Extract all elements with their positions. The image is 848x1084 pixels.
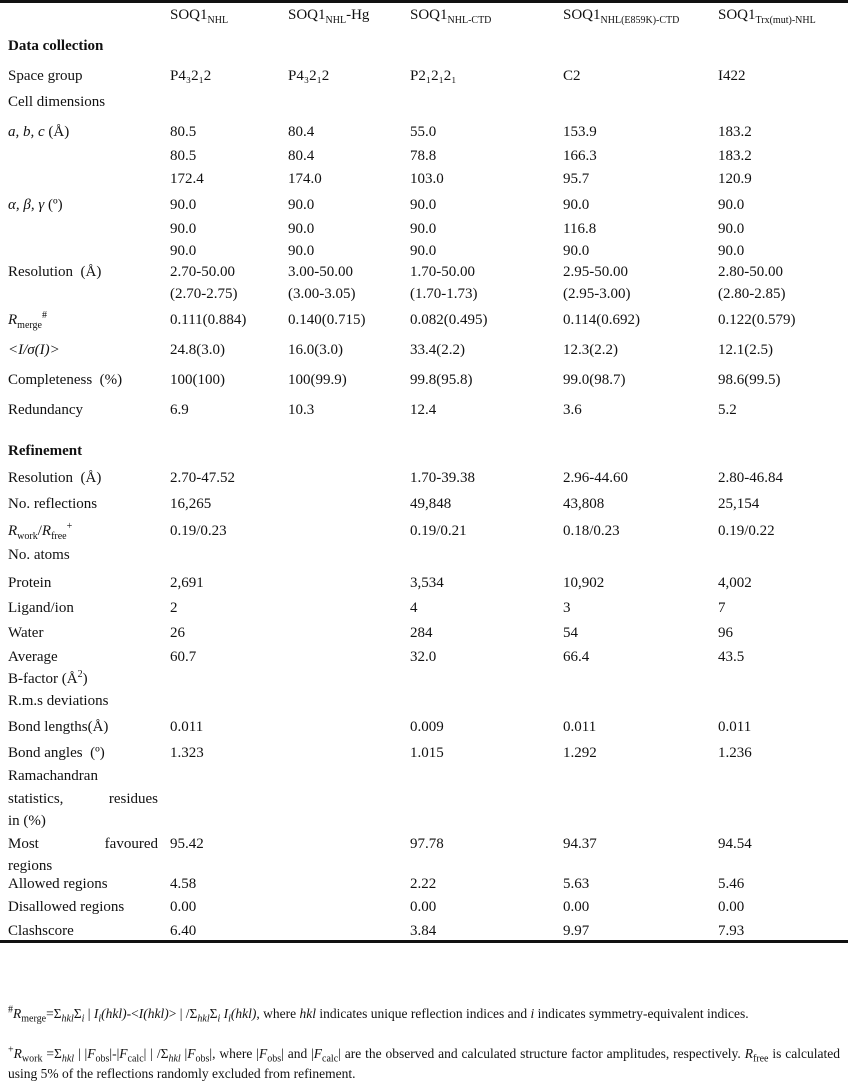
table-cell: 25,154 [718, 496, 760, 512]
table-cell: 0.19/0.21 [410, 523, 467, 539]
table-cell: 24.8(3.0) [170, 342, 225, 358]
table-row [0, 647, 848, 667]
table-row [0, 811, 848, 831]
table-row [0, 122, 848, 142]
column-header [718, 5, 816, 25]
text-run: | | [74, 1046, 88, 1061]
table-cell: 0.00 [410, 899, 437, 915]
row-label [8, 669, 158, 689]
table-cell: 0.011 [563, 719, 597, 735]
row-label [8, 789, 158, 809]
text-run: , where [256, 1006, 300, 1021]
section-heading-row [0, 441, 848, 461]
table-cell: 54 [563, 625, 578, 641]
column-header [563, 5, 679, 25]
table-cell: 12.4 [410, 402, 437, 418]
section-heading [8, 36, 158, 56]
table-cell: 94.54 [718, 836, 752, 852]
table-cell: 90.0 [288, 221, 315, 237]
row-label [8, 811, 158, 831]
table-cell: 0.00 [170, 899, 197, 915]
table-cell: 2.70-50.00 [170, 264, 235, 280]
text-run: |, where | [209, 1046, 259, 1061]
text-run: calc [322, 1053, 339, 1065]
table-cell: (2.70-2.75) [170, 286, 238, 302]
table-cell: 0.122(0.579) [718, 312, 796, 328]
table-cell: 94.37 [563, 836, 597, 852]
table-row [0, 717, 848, 737]
table-cell: 172.4 [170, 171, 204, 187]
row-label [8, 647, 158, 667]
text-run: obs [95, 1053, 110, 1065]
table-cell: 90.0 [410, 221, 437, 237]
text-run: hkl [299, 1006, 317, 1021]
text-run: Protein [8, 575, 52, 591]
table-cell: 6.40 [170, 923, 197, 939]
text-run: SOQ1 [288, 7, 326, 23]
row-label [8, 195, 158, 215]
table-cell: 0.19/0.22 [718, 523, 775, 539]
text-run: hkl [61, 1053, 75, 1065]
table-cell: 2.80-46.84 [718, 470, 783, 486]
row-label [8, 545, 158, 565]
text-run: in (%) [8, 813, 46, 829]
text-run: NHL [325, 15, 347, 26]
table-cell: 0.009 [410, 719, 444, 735]
text-run: R.m.s deviations [8, 693, 109, 709]
text-run: + [66, 521, 73, 532]
row-label [8, 834, 158, 854]
table-cell: 90.0 [410, 243, 437, 259]
table-cell: P4₃2₁2 [288, 68, 330, 84]
text-run: | | /Σ [143, 1046, 169, 1061]
table-cell: 0.011 [718, 719, 752, 735]
text-run: i [217, 1013, 221, 1025]
text-run: is calculated using 5% of the reflections randomly excluded from refinement. [8, 1046, 840, 1081]
table-cell: 2,691 [170, 575, 204, 591]
text-run: regions [8, 858, 53, 874]
text-run: -< [126, 1006, 139, 1021]
text-run: | [180, 1046, 188, 1061]
table-cell: 2.22 [410, 876, 437, 892]
table-cell: 0.011 [170, 719, 204, 735]
table-cell: 0.082(0.495) [410, 312, 488, 328]
table-cell: 0.00 [563, 899, 590, 915]
table-row [0, 623, 848, 643]
text-run: Bond lengths(Å) [8, 719, 109, 735]
text-run: obs [195, 1053, 210, 1065]
table-cell: 7.93 [718, 923, 745, 939]
table-cell: 32.0 [410, 649, 437, 665]
table-bottom-rule [0, 940, 848, 943]
table-row [0, 494, 848, 514]
text-run: Completeness (%) [8, 372, 123, 388]
table-cell: 60.7 [170, 649, 197, 665]
text-run: No. reflections [8, 496, 98, 512]
table-cell: (2.80-2.85) [718, 286, 786, 302]
table-cell: 96 [718, 625, 733, 641]
table-cell: 1.70-50.00 [410, 264, 475, 280]
text-run: 2 [77, 669, 83, 680]
text-run: / [37, 523, 42, 539]
text-run: | are the observed and calculated structure factor amplitudes, respectively. [338, 1046, 745, 1061]
table-row [0, 856, 848, 876]
table-cell: 90.0 [288, 197, 315, 213]
table-cell: 0.111(0.884) [170, 312, 247, 328]
table-cell: I422 [718, 68, 746, 84]
row-label [8, 262, 158, 282]
row-label [8, 921, 158, 941]
table-cell: 116.8 [563, 221, 597, 237]
text-run: R [8, 523, 18, 539]
table-row [0, 370, 848, 390]
text-run: # [8, 1004, 13, 1016]
text-run: SOQ1 [563, 7, 601, 23]
table-row [0, 834, 848, 854]
header-row [0, 5, 848, 25]
table-row [0, 169, 848, 189]
table-cell: 90.0 [563, 243, 590, 259]
text-run: α, β, γ [8, 197, 45, 213]
table-cell: 16,265 [170, 496, 212, 512]
table-cell: 1.292 [563, 745, 597, 761]
row-label [8, 717, 158, 737]
section-heading-row [0, 36, 848, 56]
text-run: |-| [109, 1046, 120, 1061]
table-top-rule [0, 0, 848, 3]
table-cell: 174.0 [288, 171, 322, 187]
text-run: + [8, 1044, 14, 1056]
text-run: i [228, 1013, 231, 1025]
table-cell: (1.70-1.73) [410, 286, 478, 302]
table-cell: 3.00-50.00 [288, 264, 353, 280]
text-run: hkl [168, 1053, 181, 1065]
text-run: NHL(E859K)-CTD [600, 15, 680, 26]
table-cell: 0.18/0.23 [563, 523, 620, 539]
table-cell: 12.1(2.5) [718, 342, 773, 358]
table-cell: 153.9 [563, 124, 597, 140]
table-cell: 49,848 [410, 496, 452, 512]
text-run: work [17, 531, 38, 542]
text-run: (Å) [44, 124, 70, 140]
row-label [8, 691, 158, 711]
table-cell: 3,534 [410, 575, 444, 591]
text-run: # [41, 310, 47, 321]
table-cell: 26 [170, 625, 185, 641]
table-cell: 2.80-50.00 [718, 264, 783, 280]
table-cell: 10,902 [563, 575, 605, 591]
table-cell: 1.236 [718, 745, 752, 761]
table-cell: 4.58 [170, 876, 197, 892]
text-run: i [530, 1006, 535, 1021]
table-cell: 90.0 [170, 243, 197, 259]
table-cell: 3 [563, 600, 571, 616]
table-cell: 1.323 [170, 745, 204, 761]
text-run: Disallowed regions [8, 899, 125, 915]
column-header [170, 5, 228, 25]
text-run: No. atoms [8, 547, 70, 563]
table-cell: 100(99.9) [288, 372, 347, 388]
text-run: > | /Σ [168, 1006, 198, 1021]
table-row [0, 468, 848, 488]
row-label [8, 874, 158, 894]
text-run: a, b, c [8, 124, 45, 140]
text-run: merge [21, 1013, 47, 1025]
table-cell: 12.3(2.2) [563, 342, 618, 358]
table-cell: 90.0 [170, 197, 197, 213]
text-run: Cell dimensions [8, 94, 106, 110]
table-cell: 16.0(3.0) [288, 342, 343, 358]
table-cell: 90.0 [718, 243, 745, 259]
table-cell: 166.3 [563, 148, 597, 164]
text-run: R [13, 1046, 22, 1061]
text-run: i [81, 1013, 85, 1025]
footnote [8, 1004, 840, 1024]
text-run: B-factor (Å [8, 671, 78, 687]
table-cell: 95.7 [563, 171, 590, 187]
text-run: (hkl) [101, 1006, 127, 1021]
text-run: -Hg [346, 7, 370, 23]
table-cell: 100(100) [170, 372, 225, 388]
table-cell: 2.70-47.52 [170, 470, 235, 486]
table-row [0, 573, 848, 593]
table-row [0, 195, 848, 215]
text-run: I [93, 1006, 99, 1021]
table-cell: 7 [718, 600, 726, 616]
footnote [8, 1044, 840, 1084]
table-row [0, 545, 848, 565]
table-cell: 43,808 [563, 496, 605, 512]
text-run: Ligand/ion [8, 600, 74, 616]
table-cell: 0.19/0.23 [170, 523, 227, 539]
text-run: i [98, 1013, 102, 1025]
table-cell: 80.4 [288, 148, 315, 164]
text-run: Water [8, 625, 44, 641]
column-header [288, 5, 369, 25]
table-cell: 284 [410, 625, 433, 641]
table-row [0, 921, 848, 941]
row-label [8, 766, 158, 786]
text-run: statistics, residues [8, 791, 158, 807]
row-label [8, 370, 158, 390]
row-label [8, 122, 158, 142]
text-run: R [8, 312, 18, 328]
table-row [0, 766, 848, 786]
table-cell: 120.9 [718, 171, 752, 187]
table-cell: 2.96-44.60 [563, 470, 628, 486]
table-row [0, 789, 848, 809]
text-run: Trx(mut)-NHL [755, 15, 816, 26]
table-cell: 78.8 [410, 148, 437, 164]
table-cell: 5.46 [718, 876, 745, 892]
table-cell: 4 [410, 600, 418, 616]
table-cell: 43.5 [718, 649, 745, 665]
text-run: NHL-CTD [447, 15, 492, 26]
table-cell: 80.5 [170, 148, 197, 164]
text-run: merge [17, 320, 42, 331]
table-cell: 103.0 [410, 171, 444, 187]
table-row [0, 691, 848, 711]
column-header [410, 5, 491, 25]
table-cell: 90.0 [563, 197, 590, 213]
table-row [0, 310, 848, 330]
row-label [8, 310, 158, 330]
table-cell: 0.00 [718, 899, 745, 915]
table-row [0, 669, 848, 689]
text-run: free [51, 531, 67, 542]
table-cell: 98.6(99.5) [718, 372, 781, 388]
text-run: =Σ [46, 1006, 62, 1021]
table-row [0, 92, 848, 112]
row-label [8, 340, 158, 360]
text-run: Data collection [8, 38, 104, 54]
text-run: R [744, 1046, 753, 1061]
table-cell: 90.0 [288, 243, 315, 259]
text-run: I(hkl) [138, 1006, 169, 1021]
table-cell: 95.42 [170, 836, 204, 852]
text-run: F [258, 1046, 268, 1061]
table-cell: 90.0 [718, 221, 745, 237]
table-row [0, 897, 848, 917]
table-cell: 90.0 [718, 197, 745, 213]
section-heading [8, 441, 158, 461]
text-run: SOQ1 [170, 7, 208, 23]
text-run: Σ [73, 1006, 82, 1021]
table-row [0, 284, 848, 304]
row-label [8, 598, 158, 618]
table-cell: 2 [170, 600, 178, 616]
text-run: NHL [207, 15, 229, 26]
text-run: Most favoured [8, 836, 158, 852]
row-label [8, 521, 158, 541]
row-label [8, 897, 158, 917]
text-run: hkl [61, 1013, 74, 1025]
table-cell: 4,002 [718, 575, 752, 591]
table-cell: 97.78 [410, 836, 444, 852]
row-label [8, 856, 158, 876]
table-row [0, 521, 848, 541]
table-row [0, 598, 848, 618]
table-cell: (3.00-3.05) [288, 286, 356, 302]
table-row [0, 241, 848, 261]
table-row [0, 340, 848, 360]
text-run: <I/σ(I)> [8, 342, 60, 358]
text-run: Bond angles (º) [8, 745, 105, 761]
text-run: SOQ1 [718, 7, 756, 23]
table-cell: 3.6 [563, 402, 582, 418]
text-run: I [223, 1006, 229, 1021]
table-cell: 1.015 [410, 745, 444, 761]
table-cell: 80.4 [288, 124, 315, 140]
text-run: Resolution (Å) [8, 470, 102, 486]
row-label [8, 400, 158, 420]
text-run: Σ [209, 1006, 218, 1021]
table-row [0, 146, 848, 166]
row-label [8, 573, 158, 593]
table-row [0, 874, 848, 894]
text-run: free [752, 1053, 769, 1065]
table-row [0, 743, 848, 763]
text-run: | [84, 1006, 94, 1021]
text-run: work [21, 1053, 43, 1065]
text-run: Refinement [8, 443, 83, 459]
text-run: obs [267, 1053, 282, 1065]
text-run: Allowed regions [8, 876, 108, 892]
text-run: (º) [44, 197, 63, 213]
table-cell: 5.2 [718, 402, 737, 418]
text-run: =Σ [42, 1046, 62, 1061]
row-label [8, 623, 158, 643]
table-row [0, 219, 848, 239]
text-run: Redundancy [8, 402, 83, 418]
table-row [0, 262, 848, 282]
text-run: F [313, 1046, 323, 1061]
text-run: hkl [197, 1013, 210, 1025]
table-cell: P2₁2₁2₁ [410, 68, 457, 84]
row-label [8, 66, 158, 86]
table-cell: 9.97 [563, 923, 590, 939]
table-cell: 90.0 [410, 197, 437, 213]
text-run: Average [8, 649, 58, 665]
text-run: calc [127, 1053, 144, 1065]
table-cell: 66.4 [563, 649, 590, 665]
table-cell: 5.63 [563, 876, 590, 892]
text-run: Resolution (Å) [8, 264, 102, 280]
text-run: F [187, 1046, 196, 1061]
text-run: indicates unique reflection indices and [316, 1006, 531, 1021]
table-row [0, 400, 848, 420]
text-run: R [13, 1006, 22, 1021]
table-cell: 80.5 [170, 124, 197, 140]
table-cell: 2.95-50.00 [563, 264, 628, 280]
row-label [8, 494, 158, 514]
text-run: Ramachandran [8, 768, 98, 784]
text-run: R [41, 523, 52, 539]
table-cell: 183.2 [718, 124, 752, 140]
table-cell: P4₃2₁2 [170, 68, 212, 84]
table-cell: 3.84 [410, 923, 437, 939]
text-run: indicates symmetry-equivalent indices. [534, 1006, 749, 1021]
row-label [8, 92, 158, 112]
table-cell: 90.0 [170, 221, 197, 237]
text-run: F [119, 1046, 128, 1061]
text-run: Space group [8, 68, 83, 84]
text-run: (hkl) [230, 1006, 257, 1021]
row-label [8, 743, 158, 763]
table-cell: 0.140(0.715) [288, 312, 366, 328]
table-cell: 99.8(95.8) [410, 372, 473, 388]
text-run: Clashscore [8, 923, 74, 939]
table-cell: 1.70-39.38 [410, 470, 475, 486]
table-cell: 99.0(98.7) [563, 372, 626, 388]
table-cell: 0.114(0.692) [563, 312, 640, 328]
row-label [8, 468, 158, 488]
table-cell: (2.95-3.00) [563, 286, 631, 302]
text-run: ) [82, 671, 88, 687]
text-run: | and | [281, 1046, 314, 1061]
table-row [0, 66, 848, 86]
table-cell: C2 [563, 68, 581, 84]
table-cell: 10.3 [288, 402, 315, 418]
text-run: SOQ1 [410, 7, 448, 23]
text-run: F [87, 1046, 96, 1061]
table-cell: 6.9 [170, 402, 189, 418]
table-cell: 33.4(2.2) [410, 342, 465, 358]
table-cell: 183.2 [718, 148, 752, 164]
table-cell: 55.0 [410, 124, 437, 140]
